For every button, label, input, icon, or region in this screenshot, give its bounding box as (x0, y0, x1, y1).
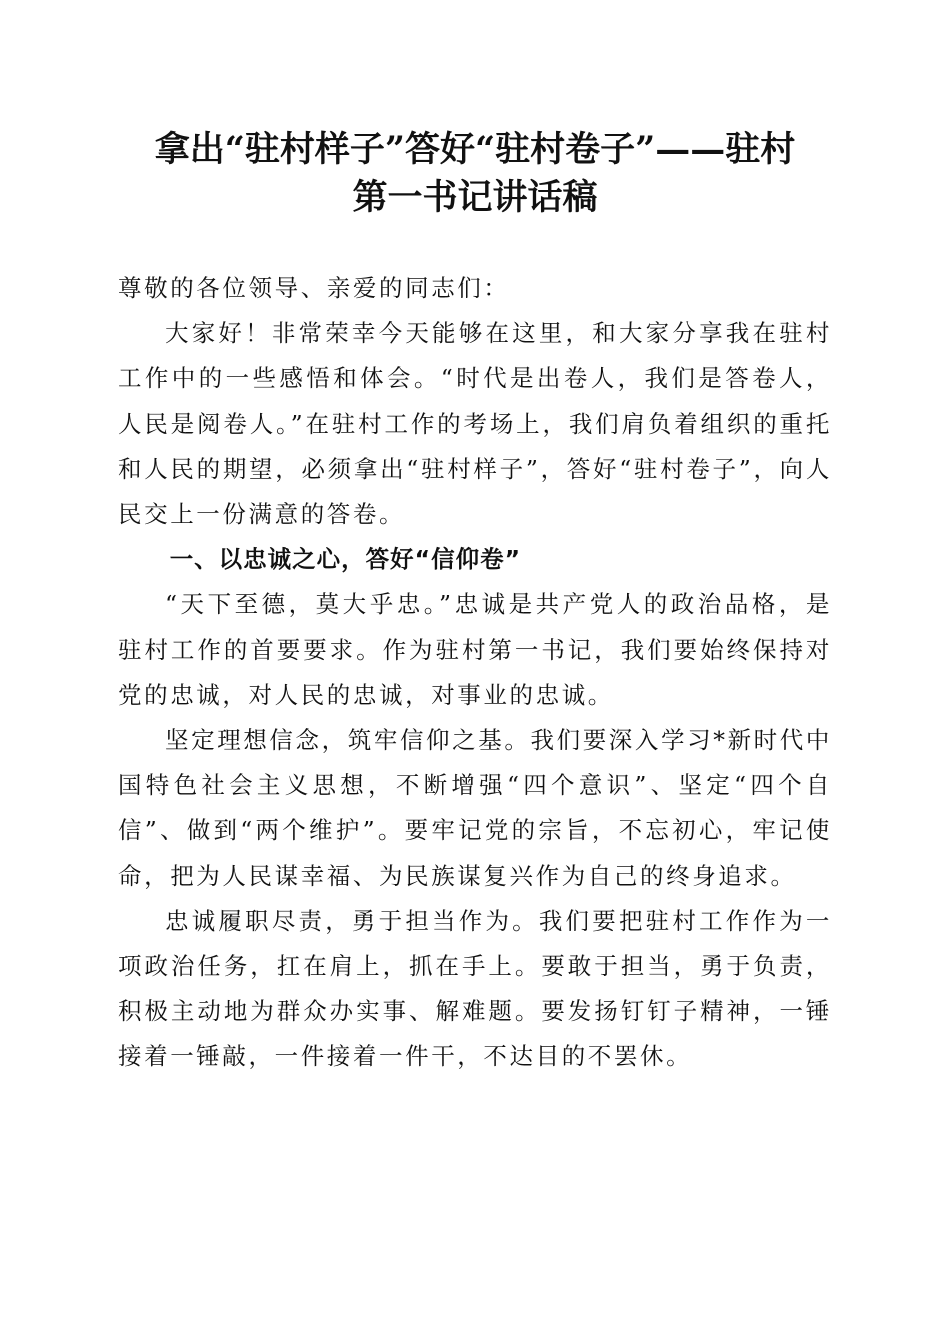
document-body (118, 266, 832, 1080)
title-line-2: 第一书记讲话稿 (352, 177, 598, 218)
salutation: 尊敬的各位领导、亲爱的同志们： (118, 274, 510, 302)
document-page (118, 126, 832, 1080)
section1-paragraph-1: “天下至德，莫大乎忠。”忠诚是共产党人的政治品格，是驻村工作的首要要求。作为驻村第一书记，我们要始终保持对党的忠诚，对人民的忠诚，对事业的忠诚。 (118, 590, 832, 709)
section1-paragraph-2: 坚定理想信念，筑牢信仰之基。我们要深入学习*新时代中国特色社会主义思想，不断增强“四个意识”、坚定“四个自信”、做到“两个维护”。要牢记党的宗旨，不忘初心，牢记使命，把为人民谋幸福、为民族谋复兴作为自己的终身追求。 (118, 726, 832, 890)
section1-paragraph-3: 忠诚履职尽责，勇于担当作为。我们要把驻村工作作为一项政治任务，扛在肩上，抓在手上。要敢于担当，勇于负责，积极主动地为群众办实事、解难题。要发扬钉钉子精神，一锤接着一锤敲，一件接着一件干，不达目的不罢休。 (118, 906, 832, 1071)
opening-paragraph: 大家好！非常荣幸今天能够在这里，和大家分享我在驻村工作中的一些感悟和体会。“时代是出卷人，我们是答卷人，人民是阅卷人。”在驻村工作的考场上，我们肩负着组织的重托和人民的期望，必须拿出“驻村样子”，答好“驻村卷子”，向人民交上一份满意的答卷。 (118, 319, 832, 529)
document-title (118, 126, 832, 222)
title-line-1: 拿出“驻村样子”答好“驻村卷子”——驻村 (154, 129, 796, 170)
section-heading-1: 一、以忠诚之心，答好“信仰卷” (169, 545, 522, 574)
